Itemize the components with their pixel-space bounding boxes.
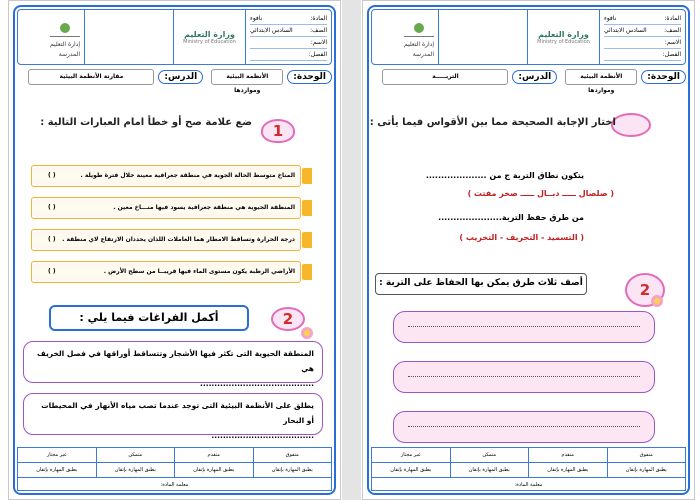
- mcq-item: يتكون نطاق التربة ج من ....................: [425, 171, 584, 180]
- unit-lesson-bar: [371, 67, 686, 94]
- ministry-logo: وزارة التعليم Ministry of Education: [173, 10, 245, 64]
- answer-parentheses[interactable]: ( ): [48, 268, 56, 275]
- header-field: الاسم:: [250, 38, 327, 49]
- level-note[interactable]: يطبق المهارة بإتقان: [607, 463, 686, 477]
- admin-info: إدارة التعليم المدرسة: [18, 10, 84, 64]
- flower-icon: [647, 291, 667, 311]
- blank-dots[interactable]: ....................................: [211, 431, 314, 440]
- lesson-label: الدرس:: [158, 70, 203, 84]
- level-note[interactable]: يطبق المهارة بإتقان: [528, 463, 607, 477]
- level-header: غير مجتاز: [46, 452, 67, 458]
- unit-lesson-bar: [17, 67, 332, 94]
- level-note[interactable]: يطبق المهارة بإتقان: [96, 463, 175, 477]
- flower-icon: [297, 323, 317, 343]
- answer-box[interactable]: [393, 311, 655, 343]
- answer-parentheses[interactable]: ( ): [48, 204, 56, 211]
- teacher-signature: معلمة المادة:: [514, 482, 543, 488]
- statement-item: درجة الحرارة وتساقط الامطار هما العاملات اللذان يحددان الارتفاع لاي منطقة . ( ): [31, 229, 301, 251]
- level-header: متقدم: [528, 448, 607, 462]
- level-header: متمكن: [96, 448, 175, 462]
- teacher-signature: معلمة المادة:: [160, 482, 189, 488]
- question-number-badge: 2: [625, 273, 665, 307]
- answer-box[interactable]: [393, 411, 655, 443]
- tab-icon: [302, 232, 312, 248]
- level-header: متمكن: [450, 448, 529, 462]
- assessment-table: [371, 447, 686, 491]
- tab-icon: [302, 264, 312, 280]
- tab-icon: [302, 168, 312, 184]
- mcq-item: من طرق حفظ التربة.....................: [438, 213, 584, 222]
- answer-box[interactable]: [393, 361, 655, 393]
- unit-value: الأنظمة البيئية ومواردها: [565, 69, 637, 85]
- header-field: المادة: نافوء: [250, 14, 327, 25]
- page-header: [17, 9, 332, 65]
- header-field: الفصل:: [250, 50, 327, 61]
- level-header: متقدم: [174, 448, 253, 462]
- level-note[interactable]: يطبق المهارة بإتقان: [390, 467, 432, 473]
- lesson-value: مقارنة الأنظمة البيئية: [28, 69, 154, 85]
- header-field: الاسم:: [604, 38, 681, 49]
- question-number-badge: 2: [271, 307, 305, 331]
- unit-label: الوحدة:: [641, 70, 686, 84]
- fill-blank-item[interactable]: المنطقة الحيوية التى تكثر فيها الأشجار وتتساقط أوراقها في فصل الخريف هي ........................................: [23, 341, 323, 383]
- level-note[interactable]: يطبق المهارة بإتقان: [450, 463, 529, 477]
- flower-badge-icon: [611, 113, 651, 137]
- page-header: [371, 9, 686, 65]
- header-field: الصف: السادس الابتدائي: [604, 26, 681, 37]
- answer-parentheses[interactable]: ( ): [48, 172, 56, 179]
- worksheet-page-right: [362, 0, 695, 500]
- question-title: ضع علامة صح أو خطأ امام العبارات التالية :: [40, 117, 252, 128]
- question-title: اختار الإجابة الصحيحة مما بين الأقواس فيما يأتى :: [369, 117, 616, 128]
- fill-blank-item[interactable]: يطلق على الأنظمة البيئية التى توجد عندما تصب مياه الأنهار في المحيطات أو البحار ....................................: [23, 393, 323, 435]
- blank-dots[interactable]: ........................................: [200, 379, 314, 388]
- header-fields: [245, 10, 331, 64]
- statement-item: الأراضي الرطبة يكون مستوى الماء فيها قريبــا من سطح الأرض . ( ): [31, 261, 301, 283]
- level-note[interactable]: يطبق المهارة بإتقان: [253, 463, 332, 477]
- statement-item: المنطقة الحيوية هي منطقة جغرافية يسود فيها منـــاخ معين . ( ): [31, 197, 301, 219]
- header-fields: [599, 10, 685, 64]
- answer-parentheses[interactable]: ( ): [48, 236, 56, 243]
- header-field: الصف: السادس الابتدائي: [250, 26, 327, 37]
- level-header: متفوق: [253, 448, 332, 462]
- page-gap: [342, 0, 361, 500]
- crest-icon: [50, 22, 80, 37]
- question-number-badge: 1: [261, 119, 295, 143]
- header-field: الفصل:: [604, 50, 681, 61]
- header-field: المادة: نافوء: [604, 14, 681, 25]
- unit-value: الأنظمة البيئية ومواردها: [211, 69, 283, 85]
- statement-item: المناخ متوسط الحالة الجوية في منطقة جغرافية معينة خلال فترة طويلة . ( ): [31, 165, 301, 187]
- question-title-box: أصف ثلاث طرق يمكن بها الحفاظ على التربة :: [375, 273, 587, 295]
- crest-icon: [404, 22, 434, 37]
- ministry-logo: وزارة التعليم Ministry of Education: [527, 10, 599, 64]
- tab-icon: [302, 200, 312, 216]
- lesson-value: التربـــــة: [382, 69, 508, 85]
- mcq-choices[interactable]: ( صلصال ـــــ دبــال ـــــ صخر مفتت ): [467, 189, 614, 198]
- lesson-label: الدرس:: [512, 70, 557, 84]
- level-note[interactable]: يطبق المهارة بإتقان: [36, 467, 78, 473]
- mcq-choices[interactable]: ( التسميد - التجريف - التخريب ): [459, 233, 584, 242]
- unit-label: الوحدة:: [287, 70, 332, 84]
- level-note[interactable]: يطبق المهارة بإتقان: [174, 463, 253, 477]
- question-title-box: أكمل الفراغات فيما يلي :: [49, 305, 249, 331]
- admin-info: إدارة التعليم المدرسة: [372, 10, 438, 64]
- level-header: غير مجتاز: [400, 452, 421, 458]
- worksheet-page-left: [8, 0, 341, 500]
- assessment-table: [17, 447, 332, 491]
- level-header: متفوق: [607, 448, 686, 462]
